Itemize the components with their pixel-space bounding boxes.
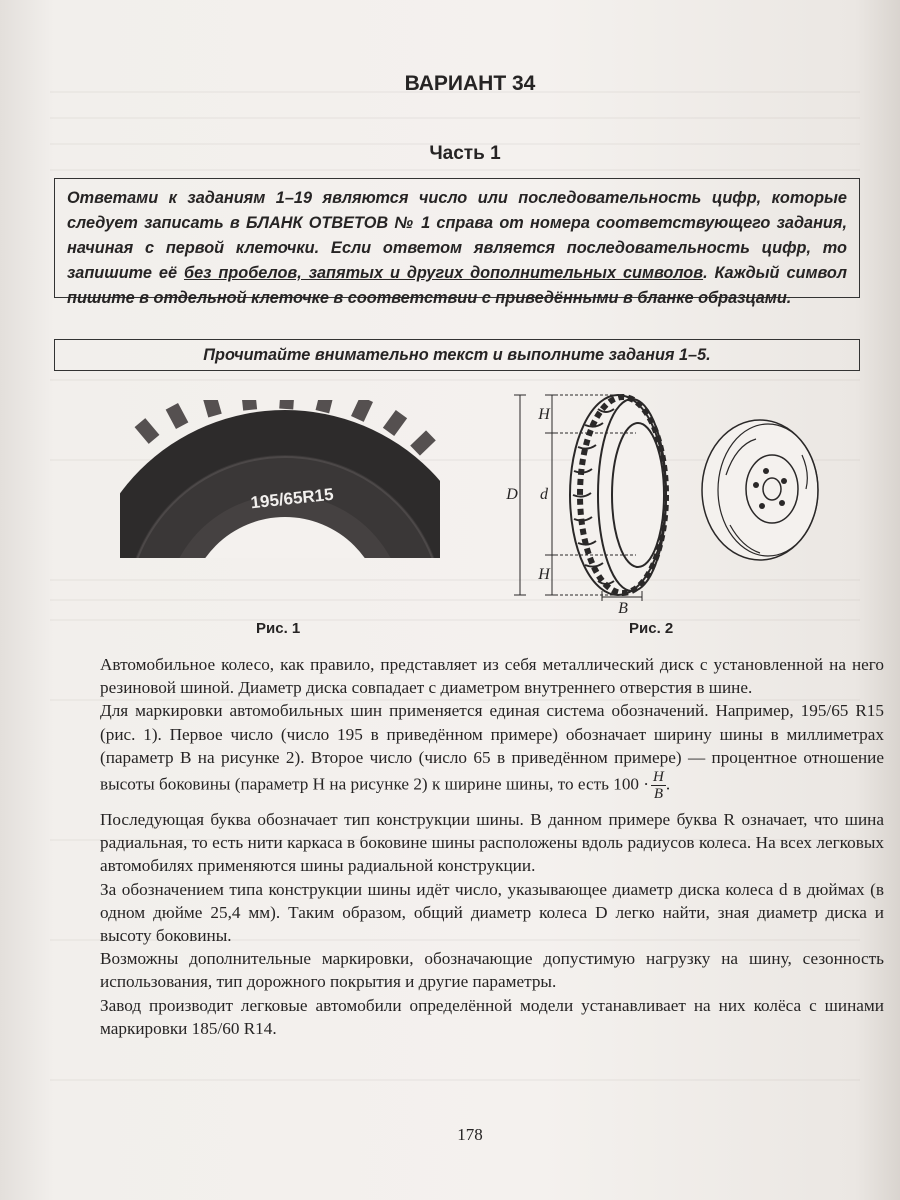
- paragraph-1: Автомобильное колесо, как правило, представляет из себя металлический диск с установленной на него резиновой шиной. Диаметр диска совпадает с диаметром внутреннего отверстия в шине.: [100, 655, 884, 698]
- instructions-underlined: без пробелов, запятых и других дополнительных символов: [183, 264, 704, 282]
- instructions-text-2: . Каждый символ пишите в отдельной клеточке в соответствии с приведёнными в бланке образцами.: [67, 264, 847, 307]
- part-heading: Часть 1: [429, 143, 501, 164]
- fraction-numerator: H: [653, 769, 664, 786]
- dim-label-B: B: [618, 600, 628, 615]
- tire-marking-label: 195/65R15: [249, 484, 335, 513]
- read-task-box: [54, 339, 860, 371]
- paragraph-2-text: Для маркировки автомобильных шин применяется единая система обозначений. Например, 195/65 R15 (рис. 1). Первое число (число 195 в приведённом примере) обозначает ширину шины в миллиметрах (параметр B на рисунке 2). Второе число (число 65 в приведённом примере) — процентное отношение высоты боковины (параметр H на рисунке 2) к ширине шины, то есть 100 ·: [100, 701, 884, 794]
- paragraph-5: Возможны дополнительные маркировки, обозначающие допустимую нагрузку на шину, сезонность использования, тип дорожного покрытия и другие параметры.: [100, 949, 884, 992]
- paragraph-2: [100, 699, 884, 802]
- read-task-text: Прочитайте внимательно текст и выполните задания 1–5.: [203, 346, 711, 364]
- answer-instructions-text: [55, 179, 859, 311]
- fraction-denominator: B: [653, 786, 664, 803]
- dim-label-d: d: [540, 486, 548, 503]
- figure-1-caption: Рис. 1: [256, 620, 301, 637]
- instructions-text-1: Ответами к заданиям 1–19 являются число или последовательность цифр, которые следует записать в БЛАНК ОТВЕТОВ № 1 справа от номера соответствующего задания, начиная с первой клеточки. Если ответом является последовательность цифр, то запишите её: [67, 189, 847, 282]
- paragraph-4: За обозначением типа конструкции шины идёт число, указывающее диаметр диска колеса d в дюймах (в одном дюйме 25,4 мм). Таким образом, общий диаметр колеса D легко найти, зная диаметр диска и высоту боковины.: [100, 879, 884, 946]
- paragraph-3: Последующая буква обозначает тип конструкции шины. В данном примере буква R означает, что шина радиальная, то есть нити каркаса в боковине шины расположены вдоль радиусов колеса. На всех легковых автомобилях применяются шины радиальной конструкции.: [100, 810, 884, 876]
- paragraph-6: Завод производит легковые автомобили определённой модели устанавливает на них колёса с шинами маркировки 185/60 R14.: [100, 995, 884, 1038]
- figure-1-tire: [120, 400, 440, 565]
- paragraph-2-end: .: [665, 774, 671, 794]
- figure-2-tire-diagram: [490, 385, 830, 615]
- article-text: [100, 653, 884, 1040]
- tire-side-view: [570, 395, 666, 595]
- fraction-h-over-b: [651, 769, 666, 802]
- variant-title: ВАРИАНТ 34: [404, 72, 536, 95]
- figure-2-caption: Рис. 2: [629, 620, 674, 637]
- tire-arc: [120, 400, 440, 565]
- dim-label-D: D: [506, 486, 518, 503]
- rim-wheel: [702, 420, 818, 560]
- dim-label-H-bottom: H: [538, 566, 550, 583]
- answer-instructions-box: [54, 178, 860, 307]
- dim-label-H-top: H: [538, 406, 550, 423]
- page-number: 178: [457, 1125, 483, 1144]
